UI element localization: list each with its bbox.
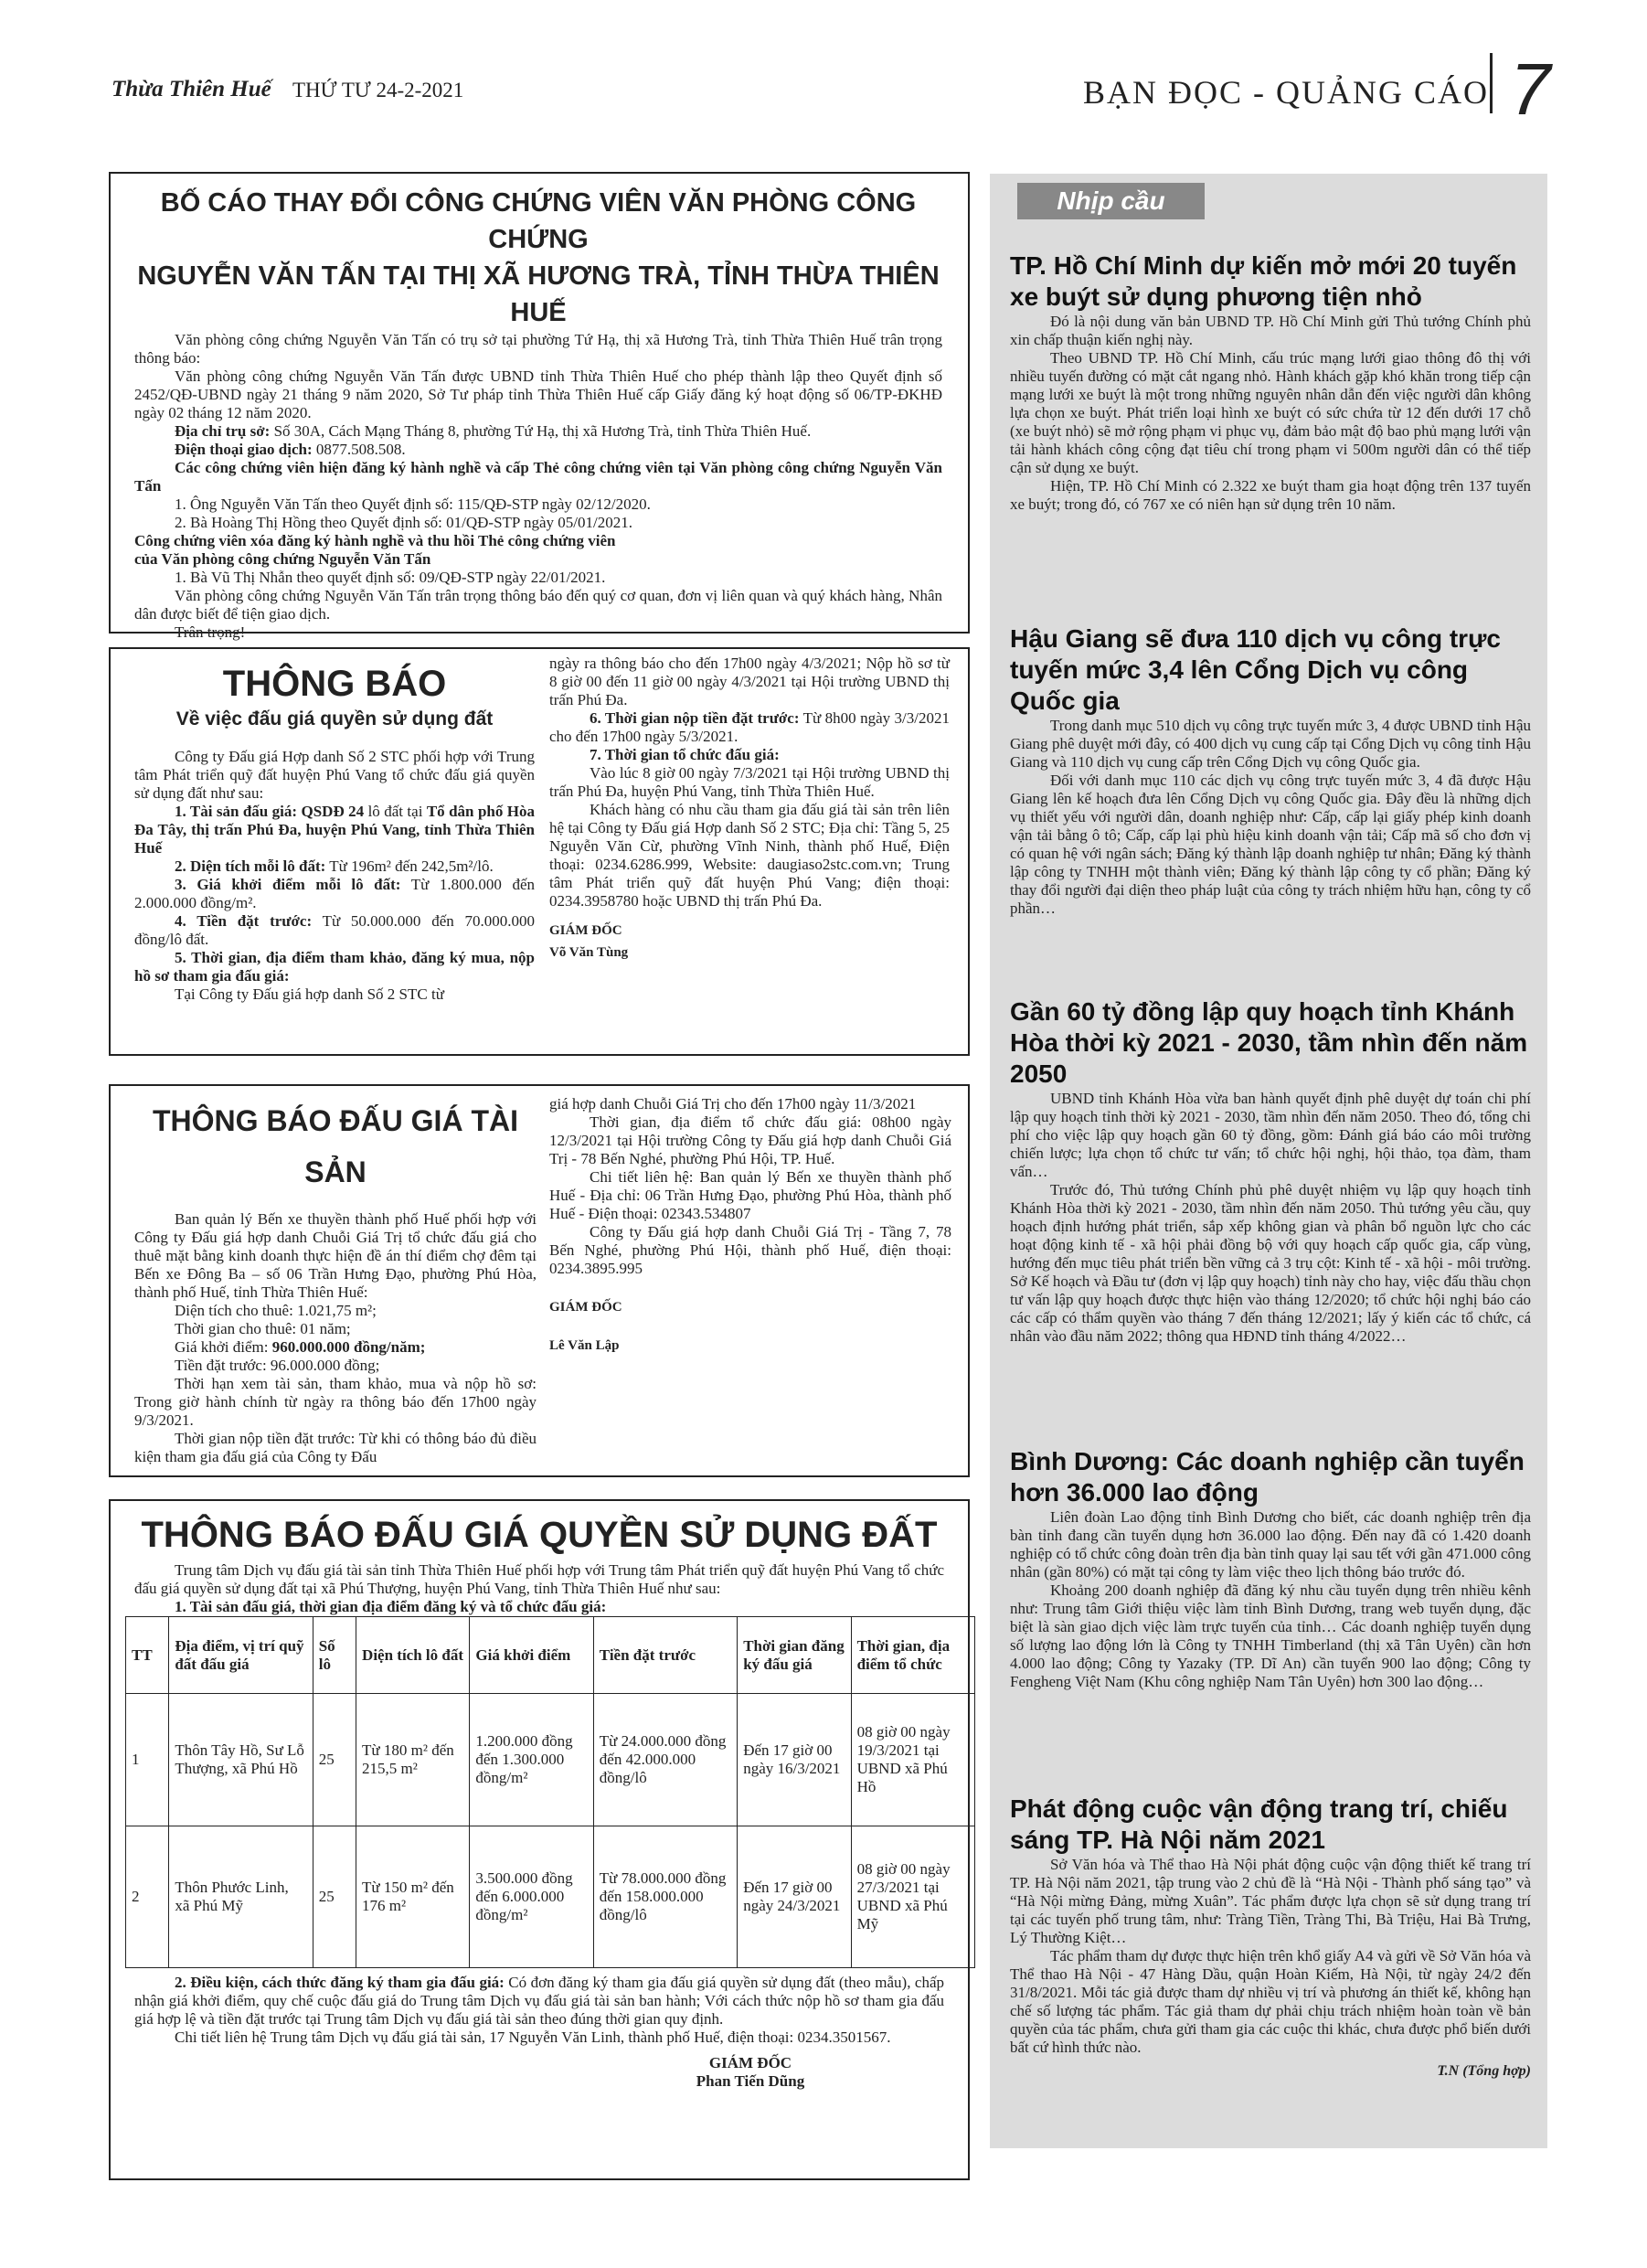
paragraph: Công ty Đấu giá Hợp danh Số 2 STC phối hợp với Trung tâm Phát triển quỹ đất huyện Phú Vang tổ chức đấu giá quyền sử dụng đất như sau: bbox=[134, 748, 535, 802]
paragraph: Thời gian, địa điểm tổ chức đấu giá: 08h00 ngày 12/3/2021 tại Hội trường Công ty Đấu giá hợp danh Chuỗi Giá Trị - 78 Bến Nghé, phường Phú Hội, TP. Huế. bbox=[549, 1113, 951, 1167]
address-line bbox=[134, 422, 942, 441]
notice-title: THÔNG BÁO ĐẤU GIÁ QUYỀN SỬ DỤNG ĐẤT bbox=[141, 1515, 938, 1555]
table-cell: Thôn Tây Hồ, Sư Lỗ Thượng, xã Phú Hồ bbox=[169, 1694, 313, 1826]
table-cell: Đến 17 giờ 00 ngày 16/3/2021 bbox=[738, 1694, 851, 1826]
list-item bbox=[134, 803, 535, 857]
news-article bbox=[1010, 1794, 1531, 2081]
paragraph: Thời gian nộp tiền đặt trước: Từ khi có thông báo đủ điều kiện tham gia đấu giá của Công ty Đấu bbox=[134, 1430, 537, 1465]
paragraph: Chi tiết liên hệ: Ban quản lý Bến xe thuyền thành phố Huế - Địa chỉ: 06 Trần Hưng Đạo, phường Phú Hòa, thành phố Huế - Điện thoại: 02343.534807 bbox=[549, 1168, 951, 1222]
column-header: Diện tích lô đất bbox=[356, 1617, 470, 1694]
table-row bbox=[126, 1826, 975, 1968]
byline: T.N (Tổng hợp) bbox=[1437, 2063, 1531, 2079]
notice-land-auction-phu-da bbox=[109, 647, 970, 1056]
notice-title: THÔNG BÁO bbox=[222, 664, 447, 704]
article-paragraph: Theo UBND TP. Hồ Chí Minh, cấu trúc mạng lưới giao thông đô thị với nhiều tuyến đường có mặt cắt ngang nhỏ. Hành khách gặp khó khăn trong tiếp cận mạng lưới xe buýt là một trong những nguyên nhân dẫn đến việc người dân không lựa chọn xe buýt. Phát triển loại hình xe buýt có sức chứa từ 12 đến dưới 17 chỗ (xe buýt nhỏ) sẽ mở rộng phạm vi phục vụ, đảm bảo mật độ bao phủ mạng lưới vận tải hành khách công cộng đạt tiêu chí trong phạm vi 500m người dân có thể tiếp cận sử dụng xe buýt. bbox=[1010, 349, 1531, 476]
phone-label: Điện thoại giao dịch: bbox=[175, 441, 313, 458]
paragraph: Trung tâm Dịch vụ đấu giá tài sản tỉnh Thừa Thiên Huế phối hợp với Trung tâm Phát triển quỹ đất huyện Phú Vang tổ chức đấu giá quyền sử dụng đất tại xã Phú Thượng, huyện Phú Vang, tỉnh Thừa Thiên Huế như sau: bbox=[134, 1561, 944, 1597]
subheading bbox=[134, 459, 942, 495]
table-cell: 3.500.000 đồng đến 6.000.000 đồng/m² bbox=[470, 1826, 593, 1968]
starting-price bbox=[134, 1338, 537, 1357]
term: Thời gian cho thuê: 01 năm; bbox=[175, 1320, 351, 1337]
paper-name: Thừa Thiên Huế bbox=[112, 77, 271, 101]
table-cell: 25 bbox=[313, 1694, 356, 1826]
list-item: 1. Ông Nguyễn Văn Tấn theo Quyết định số: 115/QĐ-STP ngày 02/12/2020. bbox=[175, 495, 651, 513]
column-header: Thời gian, địa điểm tổ chức bbox=[851, 1617, 974, 1694]
article-paragraph: Trước đó, Thủ tướng Chính phủ phê duyệt nhiệm vụ lập quy hoạch tỉnh Khánh Hòa thời kỳ 2021 - 2030, tầm nhìn đến năm 2050. Thủ tướng yêu cầu, quy hoạch định hướng phát triển, sắp xếp không gian và phân bổ nguồn lực cho các hoạt động kinh tế - xã hội phải đồng bộ với quy hoạch cấp quốc gia, cấp vùng, hướng đến mục tiêu phát triển bền vững cả 3 trụ cột: Kinh tế - xã hội - môi trường. Sở Kế hoạch và Đầu tư (đơn vị lập quy hoạch) tỉnh này cho hay, việc đấu thầu chọn tư vấn lập quy hoạch được thực hiện vào tháng 12/2020; tổ chức hội nghị báo cáo các cấp có thẩm quyền vào tháng 7 đến tháng 12/2021; lấy ý kiến các tổ chức, cá nhân vào đầu năm 2022; thông qua HĐND tỉnh tháng 4/2022… bbox=[1010, 1181, 1531, 1345]
signer-name bbox=[549, 943, 950, 962]
paragraph: Văn phòng công chứng Nguyễn Văn Tấn trân trọng thông báo đến quý cơ quan, đơn vị liên quan và quý khách hàng, Nhân dân được biết để tiện giao dịch. bbox=[134, 587, 942, 623]
table-header-row bbox=[126, 1617, 975, 1694]
article-paragraph: Tác phẩm tham dự được thực hiện trên khổ giấy A4 và gửi về Sở Văn hóa và Thể thao Hà Nội - 47 Hàng Dầu, quận Hoàn Kiếm, Hà Nội, từ ngày 24/2 đến 31/8/2021. Mỗi tác giả được tham dự nhiều vị trí và phương án thiết kế, không hạn chế số lượng tác phẩm. Tác giả tham dự phải chịu trách nhiệm hoàn toàn về bản quyền của tác phẩm, chưa gửi tham gia các cuộc thi khác, chưa được phổ biến dưới bất cứ hình thức nào. bbox=[1010, 1947, 1531, 2056]
column-header: Thời gian đăng ký đấu giá bbox=[738, 1617, 851, 1694]
notice-land-use-auction bbox=[109, 1499, 970, 2180]
paragraph: Văn phòng công chứng Nguyễn Văn Tấn có trụ sở tại phường Tứ Hạ, thị xã Hương Trà, tỉnh Thừa Thiên Huế trân trọng thông báo: bbox=[134, 331, 942, 367]
paragraph: Ban quản lý Bến xe thuyền thành phố Huế phối hợp với Công ty Đấu giá hợp danh Chuỗi Giá Trị tổ chức đấu giá cho thuê mặt bằng kinh doanh thực hiện đề án thí điểm chợ đêm tại Bến xe Đông Ba – số 06 Trần Hưng Đạo, phường Phú Hòa, thành phố Huế, tỉnh Thừa Thiên Huế: bbox=[134, 1210, 537, 1301]
article-title: Hậu Giang sẽ đưa 110 dịch vụ công trực tuyến mức 3,4 lên Cổng Dịch vụ công Quốc gia bbox=[1010, 624, 1501, 715]
phone-value: 0877.508.508. bbox=[312, 441, 406, 458]
item-text-bold: Tổ dân phố Hòa Đa Tây, thị trấn Phú Đa, huyện Phú Vang, tỉnh Thừa Thiên Huế bbox=[134, 803, 535, 857]
signer-name-text: Võ Văn Tùng bbox=[549, 945, 629, 960]
list-item: 2. Bà Hoàng Thị Hồng theo Quyết định số: 01/QĐ-STP ngày 05/01/2021. bbox=[175, 514, 633, 531]
article-paragraph: Đối với danh mục 110 các dịch vụ công trực tuyến mức 3, 4 đã được Hậu Giang lên kế hoạch đưa lên Cổng Dịch vụ công Quốc gia. Đây đều là những dịch vụ thiết yếu với người dân, doanh nghiệp như: Cấp, cấp lại giấy phép kinh doanh vận tải bằng ô tô; Cấp, cấp lại phù hiệu kinh doanh vận tải; Cấp mã số cho đơn vị có quan hệ với ngân sách; Đăng ký thành lập doanh nghiệp tư nhân; Đăng ký thành lập công ty TNHH một thành viên; Đăng ký thành lập công ty cổ phần; Đăng ký thay đổi người đại diện theo pháp luật của công ty trách nhiệm hữu hạn, công ty cổ phần… bbox=[1010, 772, 1531, 917]
article-paragraph: Khoảng 200 doanh nghiệp đã đăng ký nhu cầu tuyển dụng trên nhiều kênh như: Trung tâm Giới thiệu việc làm tỉnh Bình Dương, trang web tuyển dụng, đặc biệt là sàn giao dịch việc làm trực tuyến của tỉnh… Các doanh nghiệp tuyển dụng số lượng lao động lớn là Công ty TNHH Timberland (thị xã Tân Uyên) cần hơn 4.000 lao động; Công ty Yazaky (TP. Dĩ An) cần tuyển 900 lao động; Công ty Fengheng Việt Nam (Khu công nghiệp Nam Tân Uyên) hơn 300 lao động… bbox=[1010, 1581, 1531, 1690]
paragraph: Công ty Đấu giá hợp danh Chuỗi Giá Trị - Tầng 7, 78 Bến Nghé, phường Phú Hội, thành phố Huế, điện thoại: 0234.3895.995 bbox=[549, 1223, 951, 1277]
signer-title-text: GIÁM ĐỐC bbox=[549, 1300, 622, 1315]
article-paragraph: Sở Văn hóa và Thể thao Hà Nội phát động cuộc vận động thiết kế trang trí TP. Hà Nội năm 2021, tập trung vào 2 chủ đề là “Hà Nội - Thành phố sáng tạo” và “Hà Nội mừng Đảng, mừng Xuân”. Tác phẩm được lựa chọn sẽ sử dụng trang trí tại các tuyến phố trung tâm, như: Tràng Tiền, Tràng Thi, Bà Triệu, Hai Bà Trưng, Lý Thường Kiệt… bbox=[1010, 1856, 1531, 1946]
paragraph: Văn phòng công chứng Nguyễn Văn Tấn được UBND tỉnh Thừa Thiên Huế cho phép thành lập theo Quyết định số 2452/QĐ-UBND ngày 21 tháng 9 năm 2020, Sở Tư pháp tỉnh Thừa Thiên Huế cấp Giấy đăng ký hoạt động số 06/TP-ĐKHĐ ngày 02 tháng 12 năm 2020. bbox=[134, 367, 942, 421]
section-heading-text: 1. Tài sản đấu giá, thời gian địa điểm đăng ký và tổ chức đấu giá: bbox=[175, 1598, 607, 1615]
article-paragraph: Hiện, TP. Hồ Chí Minh có 2.322 xe buýt tham gia hoạt động trên 137 tuyến xe buýt; trong đó, có 767 xe có niên hạn sử dụng trên 10 năm. bbox=[1010, 477, 1531, 513]
list-item bbox=[549, 746, 950, 764]
article-title: Gần 60 tỷ đồng lập quy hoạch tỉnh Khánh Hòa thời kỳ 2021 - 2030, tầm nhìn đến năm 2050 bbox=[1010, 997, 1528, 1088]
deposit: Tiền đặt trước: 96.000.000 đồng; bbox=[175, 1357, 380, 1374]
price-value: 960.000.000 đồng/năm; bbox=[271, 1338, 426, 1356]
section-label: 2. Điều kiện, cách thức đăng ký tham gia đấu giá: bbox=[175, 1974, 505, 1991]
contact-info: Khách hàng có nhu cầu tham gia đấu giá tài sản trên liên hệ tại Công ty Đấu giá Hợp danh Số 2 STC; Địa chỉ: Tầng 5, 25 Nguyễn Văn Cừ, phường Vĩnh Ninh, thành phố Huế, Điện thoại: 0234.6286.999, Website: daugiaso2stc.com.vn; Trung tâm Phát triển quỹ đất huyện Phú Vang; điện thoại: 0234.3958780 hoặc UBND thị trấn Phú Đa. bbox=[549, 801, 950, 910]
signer-name bbox=[549, 1336, 951, 1355]
item-label: 2. Diện tích mỗi lô đất: bbox=[175, 857, 326, 875]
table-cell: Từ 24.000.000 đồng đến 42.000.000 đồng/lô bbox=[593, 1694, 737, 1826]
header-divider bbox=[1490, 53, 1493, 113]
signer-title bbox=[549, 921, 950, 940]
address-value: Số 30A, Cách Mạng Tháng 8, phường Tứ Hạ, thị xã Hương Trà, tỉnh Thừa Thiên Huế. bbox=[270, 422, 812, 440]
paragraph: Thời hạn xem tài sản, tham khảo, mua và nộp hồ sơ: Trong giờ hành chính từ ngày ra thông báo đến 17h00 ngày 9/3/2021. bbox=[134, 1375, 537, 1429]
item-label: 4. Tiền đặt trước: bbox=[175, 912, 313, 930]
table-cell: 2 bbox=[126, 1826, 169, 1968]
news-article bbox=[1010, 623, 1531, 918]
notice-title: THÔNG BÁO ĐẤU GIÁ TÀI SẢN bbox=[153, 1104, 518, 1188]
signer-name-text: Phan Tiến Dũng bbox=[696, 2072, 805, 2090]
subheading-text: Công chứng viên xóa đăng ký hành nghề và thu hồi Thẻ công chứng viên bbox=[134, 532, 616, 549]
item-text: Vào lúc 8 giờ 00 ngày 7/3/2021 tại Hội trường UBND thị trấn Phú Đa, huyện Phú Vang, tỉnh Thừa Thiên Huế. bbox=[549, 764, 950, 800]
subheading-2 bbox=[134, 532, 942, 550]
section-heading bbox=[111, 1598, 968, 1616]
column-header: Địa điểm, vị trí quỹ đất đấu giá bbox=[169, 1617, 313, 1694]
section-2 bbox=[111, 1968, 968, 2028]
column-header: Giá khởi điểm bbox=[470, 1617, 593, 1694]
item-label: 7. Thời gian tổ chức đấu giá: bbox=[590, 746, 780, 763]
table-cell: Từ 180 m² đến 215,5 m² bbox=[356, 1694, 470, 1826]
news-column bbox=[990, 174, 1547, 2148]
column-header: Tiền đặt trước bbox=[593, 1617, 737, 1694]
news-article bbox=[1010, 996, 1531, 1346]
list-item bbox=[549, 709, 950, 746]
item-label: 1. Tài sản đấu giá: QSDĐ 24 bbox=[175, 803, 365, 820]
issue-date: THỨ TƯ 24-2-2021 bbox=[292, 79, 464, 101]
item-text: Từ 8h00 ngày 3/3/2021 cho đến 17h00 ngày 5/3/2021. bbox=[549, 709, 950, 745]
page-number: 7 bbox=[1510, 48, 1551, 130]
article-paragraph: Đó là nội dung văn bản UBND TP. Hồ Chí Minh gửi Thủ tướng Chính phủ xin chấp thuận kiến nghị này. bbox=[1010, 313, 1531, 348]
signer-title bbox=[111, 2054, 951, 2072]
item-text: lô đất tại bbox=[364, 803, 427, 820]
list-item bbox=[134, 857, 535, 876]
column-header: Số lô bbox=[313, 1617, 356, 1694]
notice-subtitle: Về việc đấu giá quyền sử dụng đất bbox=[175, 708, 494, 729]
item-text: Từ 196m² đến 242,5m²/lô. bbox=[325, 857, 494, 875]
table-cell: 1.200.000 đồng đến 1.300.000 đồng/m² bbox=[470, 1694, 593, 1826]
notice-notary-change bbox=[109, 172, 970, 641]
subheading-text: Các công chứng viên hiện đăng ký hành nghề và cấp Thẻ công chứng viên tại Văn phòng công chứng Nguyễn Văn Tấn bbox=[134, 459, 942, 495]
signer-name-text: Lê Văn Lập bbox=[549, 1338, 620, 1353]
subheading-text: của Văn phòng công chứng Nguyễn Văn Tấn bbox=[134, 550, 431, 568]
section-title: BẠN ĐỌC - QUẢNG CÁO bbox=[1083, 74, 1490, 111]
item-label: 6. Thời gian nộp tiền đặt trước: bbox=[590, 709, 800, 727]
table-cell: 1 bbox=[126, 1694, 169, 1826]
article-paragraph: Trong danh mục 510 dịch vụ công trực tuyến mức 3, 4 được UBND tỉnh Hậu Giang phê duyệt mới đây, có 400 dịch vụ cung cấp tại Cổng Dịch vụ công tỉnh Hậu Giang và 110 dịch vụ cung cấp trên Cổng Dịch vụ công Quốc gia. bbox=[1010, 717, 1531, 771]
article-title: Bình Dương: Các doanh nghiệp cần tuyển hơn 36.000 lao động bbox=[1010, 1447, 1525, 1507]
table-row bbox=[126, 1694, 975, 1826]
price-label: Giá khởi điểm: bbox=[175, 1338, 272, 1356]
article-paragraph: UBND tỉnh Khánh Hòa vừa ban hành quyết định phê duyệt dự toán chi phí lập quy hoạch tỉnh thời kỳ 2021 - 2030, tầm nhìn đến năm 2050. Theo đó, tổng chi phí cho việc lập quy hoạch gần 60 tỷ đồng, gồm: Đánh giá báo cáo môi trường chiến lược; lựa chọn tổ chức tư vấn; tổ chức hội nghị, hội thảo, tọa đàm, tham vấn… bbox=[1010, 1090, 1531, 1180]
signer-title-text: GIÁM ĐỐC bbox=[708, 2054, 792, 2071]
column-header: TT bbox=[126, 1617, 169, 1694]
auction-table bbox=[125, 1616, 975, 1968]
table-cell: 08 giờ 00 ngày 19/3/2021 tại UBND xã Phú Hồ bbox=[851, 1694, 974, 1826]
signer-name bbox=[111, 2072, 951, 2091]
section-text: Có đơn đăng ký tham gia đấu giá quyền sử dụng đất (theo mẫu), chấp nhận giá khởi điểm, quy chế cuộc đấu giá do Trung tâm Dịch vụ đấu giá tài sản ban hành; Với cách thức nộp hồ sơ tham gia đấu giá hợp lệ và tiền đặt trước tại Trung tâm Dịch vụ đấu giá tài sản theo đúng thời gian quy định. bbox=[134, 1974, 944, 2028]
address-label: Địa chỉ trụ sở: bbox=[175, 422, 271, 440]
item-text: Từ 1.800.000 đến 2.000.000 đồng/m². bbox=[134, 876, 535, 911]
list-item bbox=[134, 912, 535, 949]
table-cell: 08 giờ 00 ngày 27/3/2021 tại UBND xã Phú Mỹ bbox=[851, 1826, 974, 1968]
news-article bbox=[1010, 1446, 1531, 1691]
signer-title-text: GIÁM ĐỐC bbox=[549, 923, 622, 938]
item-label: 5. Thời gian, địa điểm tham khảo, đăng ký mua, nộp hồ sơ tham gia đấu giá: bbox=[134, 949, 535, 985]
table-cell: Đến 17 giờ 00 ngày 24/3/2021 bbox=[738, 1826, 851, 1968]
signer-title bbox=[549, 1298, 951, 1316]
contact-info: Chi tiết liên hệ Trung tâm Dịch vụ đấu giá tài sản, 17 Nguyễn Văn Linh, thành phố Huế, điện thoại: 0234.3501567. bbox=[175, 2028, 891, 2046]
notice-title: BỐ CÁO THAY ĐỔI CÔNG CHỨNG VIÊN VĂN PHÒNG CÔNG CHỨNG bbox=[160, 188, 917, 254]
notice-title-2: NGUYỄN VĂN TẤN TẠI THỊ XÃ HƯƠNG TRÀ, TỈNH THỪA THIÊN HUẾ bbox=[137, 261, 940, 327]
item-text: Từ 50.000.000 đến 70.000.000 đồng/lô đất. bbox=[134, 912, 535, 948]
article-paragraph: Liên đoàn Lao động tỉnh Bình Dương cho biết, các doanh nghiệp trên địa bàn tỉnh đang cần tuyển dụng hơn 36.000 lao động. Đến nay đã có 1.420 doanh nghiệp có tổ chức công đoàn trên địa bàn tỉnh quay lại sau tết với gần 471.000 công nhân (gần 80%) có mặt tại công ty làm việc theo lịch thông báo trước đó. bbox=[1010, 1508, 1531, 1581]
table-cell: Từ 78.000.000 đồng đến 158.000.000 đồng/lô bbox=[593, 1826, 737, 1968]
list-item: 1. Bà Vũ Thị Nhẫn theo quyết định số: 09/QĐ-STP ngày 22/01/2021. bbox=[175, 569, 606, 586]
news-article bbox=[1010, 250, 1531, 514]
subheading-2b bbox=[134, 550, 942, 569]
column-tag: Nhịp cầu bbox=[1017, 183, 1205, 219]
article-title: TP. Hồ Chí Minh dự kiến mở mới 20 tuyến xe buýt sử dụng phương tiện nhỏ bbox=[1010, 251, 1517, 311]
paragraph: ngày ra thông báo cho đến 17h00 ngày 4/3/2021; Nộp hồ sơ từ 8 giờ 00 đến 11 giờ 00 ngày 4/3/2021 tại Hội trường UBND thị trấn Phú Đa. bbox=[549, 655, 950, 708]
list-item bbox=[134, 876, 535, 912]
paragraph: giá hợp danh Chuỗi Giá Trị cho đến 17h00 ngày 11/3/2021 bbox=[549, 1095, 917, 1113]
table-cell: Từ 150 m² đến 176 m² bbox=[356, 1826, 470, 1968]
list-item bbox=[134, 949, 535, 985]
notice-asset-auction bbox=[109, 1084, 970, 1477]
article-title: Phát động cuộc vận động trang trí, chiếu sáng TP. Hà Nội năm 2021 bbox=[1010, 1794, 1508, 1854]
phone-line bbox=[134, 441, 942, 459]
item-label: 3. Giá khởi điểm mỗi lô đất: bbox=[175, 876, 401, 893]
area: Diện tích cho thuê: 1.021,75 m²; bbox=[175, 1302, 377, 1319]
item-text: Tại Công ty Đấu giá hợp danh Số 2 STC từ bbox=[175, 985, 444, 1003]
table-cell: Thôn Phước Linh, xã Phú Mỹ bbox=[169, 1826, 313, 1968]
table-cell: 25 bbox=[313, 1826, 356, 1968]
closing: Trân trọng! bbox=[175, 623, 246, 641]
